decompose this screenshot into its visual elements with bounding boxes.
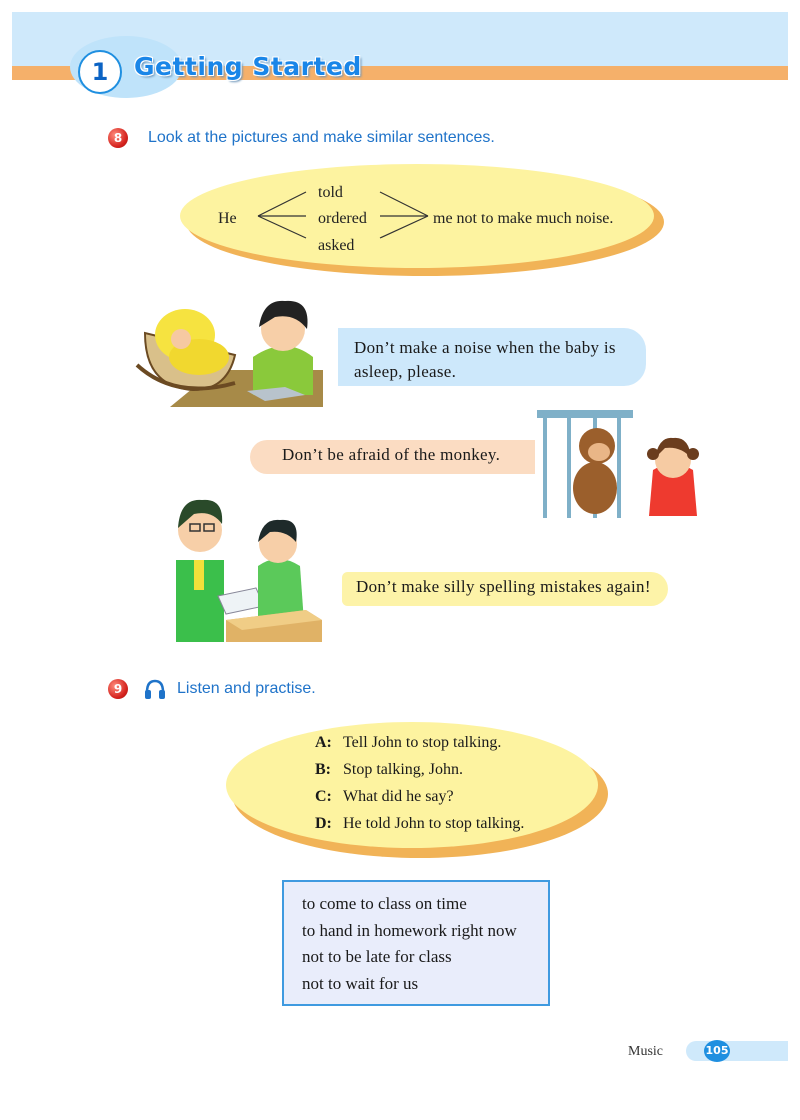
exercise-8-instruction: Look at the pictures and make similar sentences.: [148, 129, 495, 146]
dialog-line-c: [315, 788, 454, 806]
headphones-icon: [144, 678, 166, 700]
dialog-speaker: B:: [315, 761, 331, 778]
pattern-subject: He: [218, 210, 237, 227]
pattern-lines-right: [378, 186, 434, 242]
dialog-text: He told John to stop talking.: [343, 815, 525, 832]
speech-monkey-text: Don’t be afraid of the monkey.: [282, 445, 501, 464]
dialog-text: Stop talking, John.: [343, 761, 464, 778]
word-item: to hand in homework right now: [302, 921, 517, 940]
speech-box-teacher: [342, 572, 668, 606]
word-item: not to be late for class: [302, 947, 452, 966]
pattern-verb-ordered: ordered: [318, 210, 367, 227]
exercise-8-badge: 8: [108, 128, 128, 148]
baby-cradle-boy-illustration: [135, 295, 325, 410]
speech-box-monkey: [250, 440, 535, 474]
unit-number-badge: 1: [78, 50, 122, 94]
exercise-9-badge: 9: [108, 679, 128, 699]
page-title: Getting Started: [134, 52, 362, 81]
substitution-word-box: [282, 880, 550, 1006]
dialog-text: Tell John to stop talking.: [343, 734, 502, 751]
dialog-line-a: [315, 734, 501, 752]
monkey-cage-girl-illustration: [535, 408, 705, 520]
pattern-rest: me not to make much noise.: [433, 210, 614, 227]
dialog-speaker: A:: [315, 734, 332, 751]
pattern-verb-asked: asked: [318, 237, 355, 254]
dialog-text: What did he say?: [343, 788, 454, 805]
dialog-speaker: C:: [315, 788, 332, 805]
dialog-line-b: [315, 761, 463, 779]
teacher-student-illustration: [166, 488, 326, 644]
pattern-verb-told: told: [318, 184, 343, 201]
speech-baby-text: Don’t make a noise when the baby is asleep, please.: [354, 338, 616, 381]
speech-box-baby: [338, 328, 646, 386]
footer-band: [686, 1041, 788, 1061]
dialog-speaker: D:: [315, 815, 332, 832]
dialog-line-d: [315, 815, 524, 833]
footer-section-label: Music: [628, 1044, 663, 1059]
exercise-9-instruction: Listen and practise.: [177, 680, 316, 697]
pattern-lines-left: [256, 186, 312, 242]
word-item: to come to class on time: [302, 894, 467, 913]
speech-teacher-text: Don’t make silly spelling mistakes again!: [356, 577, 651, 596]
page-number: 105: [704, 1040, 730, 1062]
word-item: not to wait for us: [302, 974, 419, 993]
